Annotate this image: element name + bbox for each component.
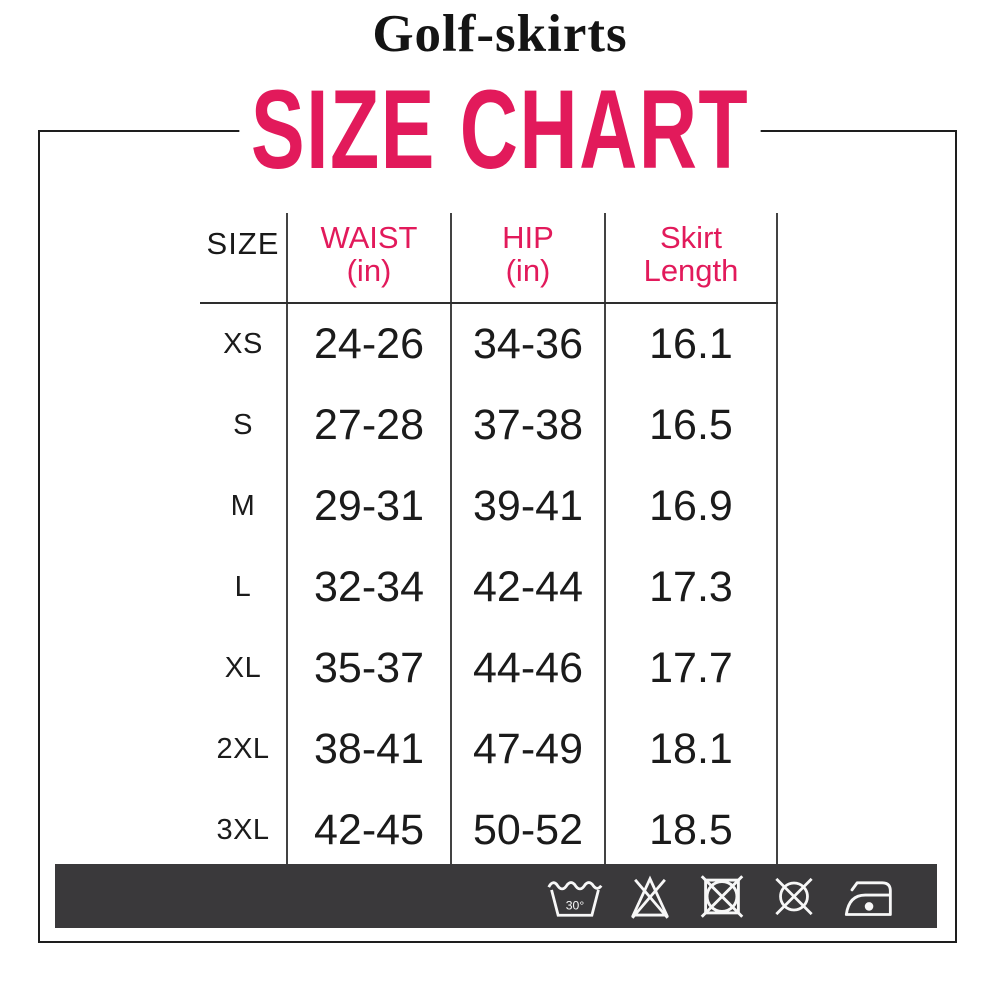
column-header-waist (287, 213, 451, 303)
size-cell: XS (200, 303, 287, 385)
size-cell: M (200, 466, 287, 547)
waist-cell: 42-45 (287, 790, 451, 871)
column-header-size: SIZE (200, 213, 287, 303)
length-cell: 18.1 (605, 709, 777, 790)
waist-cell: 32-34 (287, 547, 451, 628)
size-cell: L (200, 547, 287, 628)
do-not-bleach-icon (624, 870, 676, 923)
column-header-hip (451, 213, 605, 303)
size-cell: S (200, 385, 287, 466)
waist-cell: 27-28 (287, 385, 451, 466)
length-cell: 16.1 (605, 303, 777, 385)
skirt-length-label-line2: Length (643, 253, 739, 289)
hip-cell: 34-36 (451, 303, 605, 385)
hip-cell: 42-44 (451, 547, 605, 628)
table-row (200, 709, 777, 790)
iron-icon (839, 870, 901, 923)
hip-cell: 37-38 (451, 385, 605, 466)
wash-temperature-label: 30° (565, 898, 585, 913)
hip-cell: 47-49 (451, 709, 605, 790)
brand-title: Golf-skirts (372, 5, 628, 63)
length-cell: 18.5 (605, 790, 777, 871)
header-row (200, 213, 777, 303)
waist-cell: 29-31 (287, 466, 451, 547)
size-cell: 3XL (200, 790, 287, 871)
column-header-skirt-length (605, 213, 777, 303)
size-table (200, 213, 778, 871)
do-not-tumble-dry-icon (695, 869, 749, 924)
page-title-text: SIZE CHART (239, 74, 760, 186)
table-row (200, 628, 777, 709)
length-cell: 17.7 (605, 628, 777, 709)
table-row (200, 466, 777, 547)
size-cell: 2XL (200, 709, 287, 790)
length-cell: 16.9 (605, 466, 777, 547)
machine-wash-30-icon (545, 870, 605, 923)
waist-cell: 38-41 (287, 709, 451, 790)
table-row (200, 547, 777, 628)
hip-unit-label: (in) (505, 253, 551, 289)
page-title (138, 67, 862, 192)
waist-cell: 35-37 (287, 628, 451, 709)
waist-label: WAIST (320, 220, 418, 255)
waist-cell: 24-26 (287, 303, 451, 385)
table-row (200, 790, 777, 871)
hip-cell: 44-46 (451, 628, 605, 709)
hip-cell: 39-41 (451, 466, 605, 547)
hip-cell: 50-52 (451, 790, 605, 871)
length-cell: 17.3 (605, 547, 777, 628)
skirt-length-label-line1: Skirt (660, 220, 722, 255)
waist-unit-label: (in) (346, 253, 392, 289)
table-row (200, 385, 777, 466)
length-cell: 16.5 (605, 385, 777, 466)
size-cell: XL (200, 628, 287, 709)
table-row (200, 303, 777, 385)
care-instructions-bar (55, 864, 937, 928)
hip-label: HIP (502, 220, 554, 255)
do-not-dry-clean-icon (768, 870, 820, 923)
